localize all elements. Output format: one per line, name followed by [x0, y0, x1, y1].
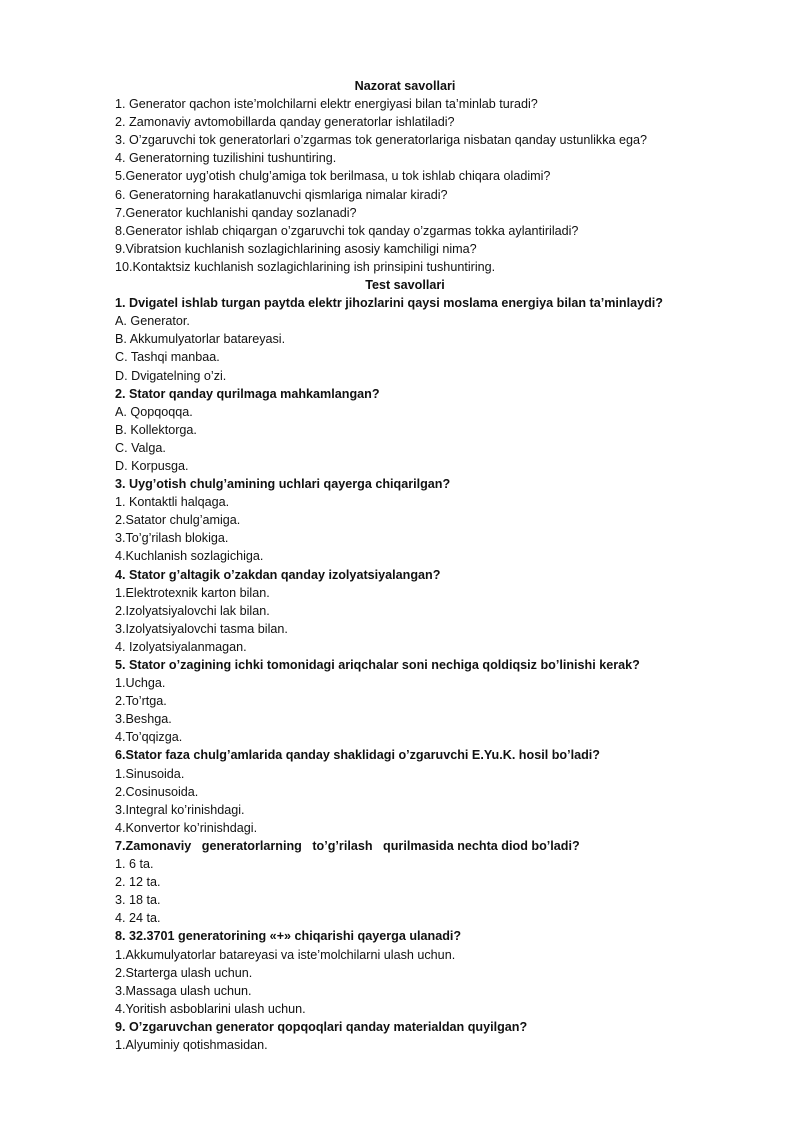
test-question: 8. 32.3701 generatorining «+» chiqarishi qayerga ulanadi? [115, 929, 462, 944]
test-question-block [115, 385, 695, 475]
answer-option: C. Tashqi manbaa. [115, 350, 220, 365]
answer-option: A. Qopqoqqa. [115, 404, 193, 419]
nazorat-item: 9.Vibratsion kuchlanish sozlagichlarining asosiy kamchiligi nima? [115, 241, 477, 256]
test-question: 9. O’zgaruvchan generator qopqoqlari qanday materialdan quyilgan? [115, 1019, 528, 1034]
answer-option: 4.To’qqizga. [115, 730, 183, 745]
test-question: 7.Zamonaviy generatorlarning to’g’rilash qurilmasida nechta diod bo’ladi? [115, 838, 580, 853]
test-question-block [115, 294, 695, 384]
answer-option: 4.Konvertor ko’rinishdagi. [115, 820, 258, 835]
answer-option: 2.Cosinusoida. [115, 784, 199, 799]
answer-option: 1.Uchga. [115, 676, 166, 691]
test-question: 5. Stator o’zagining ichki tomonidagi ariqchalar soni nechiga qoldiqsiz bo’linishi kerak? [115, 658, 640, 672]
test-question-block [115, 1018, 695, 1054]
test-question: 1. Dvigatel ishlab turgan paytda elektr jihozlarini qaysi moslama energiya bilan ta’minlaydi? [115, 296, 663, 311]
answer-option: 4. 24 ta. [115, 911, 161, 926]
test-question: 6.Stator faza chulg’amlarida qanday shaklidagi o’zgaruvchi E.Yu.K. hosil bo’ladi? [115, 748, 600, 763]
nazorat-item: 6. Generatorning harakatlanuvchi qismlariga nimalar kiradi? [115, 187, 448, 202]
nazorat-item: 4. Generatorning tuzilishini tushuntiring. [115, 151, 337, 166]
answer-option: 2. 12 ta. [115, 875, 161, 890]
answer-option: D. Korpusga. [115, 458, 189, 473]
answer-option: B. Kollektorga. [115, 422, 197, 437]
test-question: 2. Stator qanday qurilmaga mahkamlangan? [115, 386, 380, 401]
answer-option: D. Dvigatelning o’zi. [115, 368, 227, 383]
nazorat-item: 10.Kontaktsiz kuchlanish sozlagichlarining ish prinsipini tushuntiring. [115, 259, 496, 274]
test-question-block [115, 656, 695, 746]
nazorat-list [115, 95, 695, 276]
nazorat-item: 7.Generator kuchlanishi qanday sozlanadi? [115, 205, 357, 220]
test-title: Test savollari [365, 278, 445, 293]
nazorat-item: 5.Generator uyg’otish chulg’amiga tok berilmasa, u tok ishlab chiqara oladimi? [115, 169, 551, 184]
nazorat-item: 1. Generator qachon iste’molchilarni elektr energiyasi bilan ta’minlab turadi? [115, 97, 538, 112]
test-question: 4. Stator g’altagik o’zakdan qanday izolyatsiyalangan? [115, 567, 441, 582]
test-question: 3. Uyg’otish chulg’amining uchlari qayerga chiqarilgan? [115, 477, 451, 492]
answer-option: 1.Alyuminiy qotishmasidan. [115, 1037, 268, 1052]
nazorat-item: 3. O’zgaruvchi tok generatorlari o’zgarmas tok generatorlariga nisbatan qanday ustunlikka ega? [115, 133, 648, 148]
answer-option: 1.Elektrotexnik karton bilan. [115, 585, 270, 600]
answer-option: 4. Izolyatsiyalanmagan. [115, 639, 247, 654]
nazorat-item: 2. Zamonaviy avtomobillarda qanday generatorlar ishlatiladi? [115, 115, 455, 130]
nazorat-title: Nazorat savollari [354, 79, 456, 93]
document-page [115, 77, 695, 1054]
answer-option: 3.To’g’rilash blokiga. [115, 531, 229, 546]
answer-option: 3.Beshga. [115, 712, 172, 727]
answer-option: 2.Starterga ulash uchun. [115, 965, 253, 980]
answer-option: 1. 6 ta. [115, 857, 154, 872]
answer-option: 2.Satator chulg’amiga. [115, 513, 241, 528]
answer-option: 1.Akkumulyatorlar batareyasi va iste’molchilarni ulash uchun. [115, 947, 456, 962]
answer-option: 3.Massaga ulash uchun. [115, 983, 252, 998]
test-question-block [115, 566, 695, 656]
answer-option: 2.Izolyatsiyalovchi lak bilan. [115, 603, 270, 618]
answer-option: 3.Integral ko’rinishdagi. [115, 802, 245, 817]
answer-option: A. Generator. [115, 314, 190, 329]
answer-option: B. Akkumulyatorlar batareyasi. [115, 332, 286, 347]
test-question-block [115, 837, 695, 927]
answer-option: C. Valga. [115, 440, 166, 455]
answer-option: 3. 18 ta. [115, 893, 161, 908]
answer-option: 1. Kontaktli halqaga. [115, 495, 230, 510]
answer-option: 4.Yoritish asboblarini ulash uchun. [115, 1001, 306, 1016]
test-question-block [115, 746, 695, 836]
test-question-block [115, 927, 695, 1017]
answer-option: 1.Sinusoida. [115, 766, 185, 781]
nazorat-item: 8.Generator ishlab chiqargan o’zgaruvchi tok qanday o’zgarmas tokka aylantiriladi? [115, 223, 579, 238]
answer-option: 2.To’rtga. [115, 694, 167, 709]
answer-option: 3.Izolyatsiyalovchi tasma bilan. [115, 621, 288, 636]
test-question-block [115, 475, 695, 565]
answer-option: 4.Kuchlanish sozlagichiga. [115, 549, 264, 564]
